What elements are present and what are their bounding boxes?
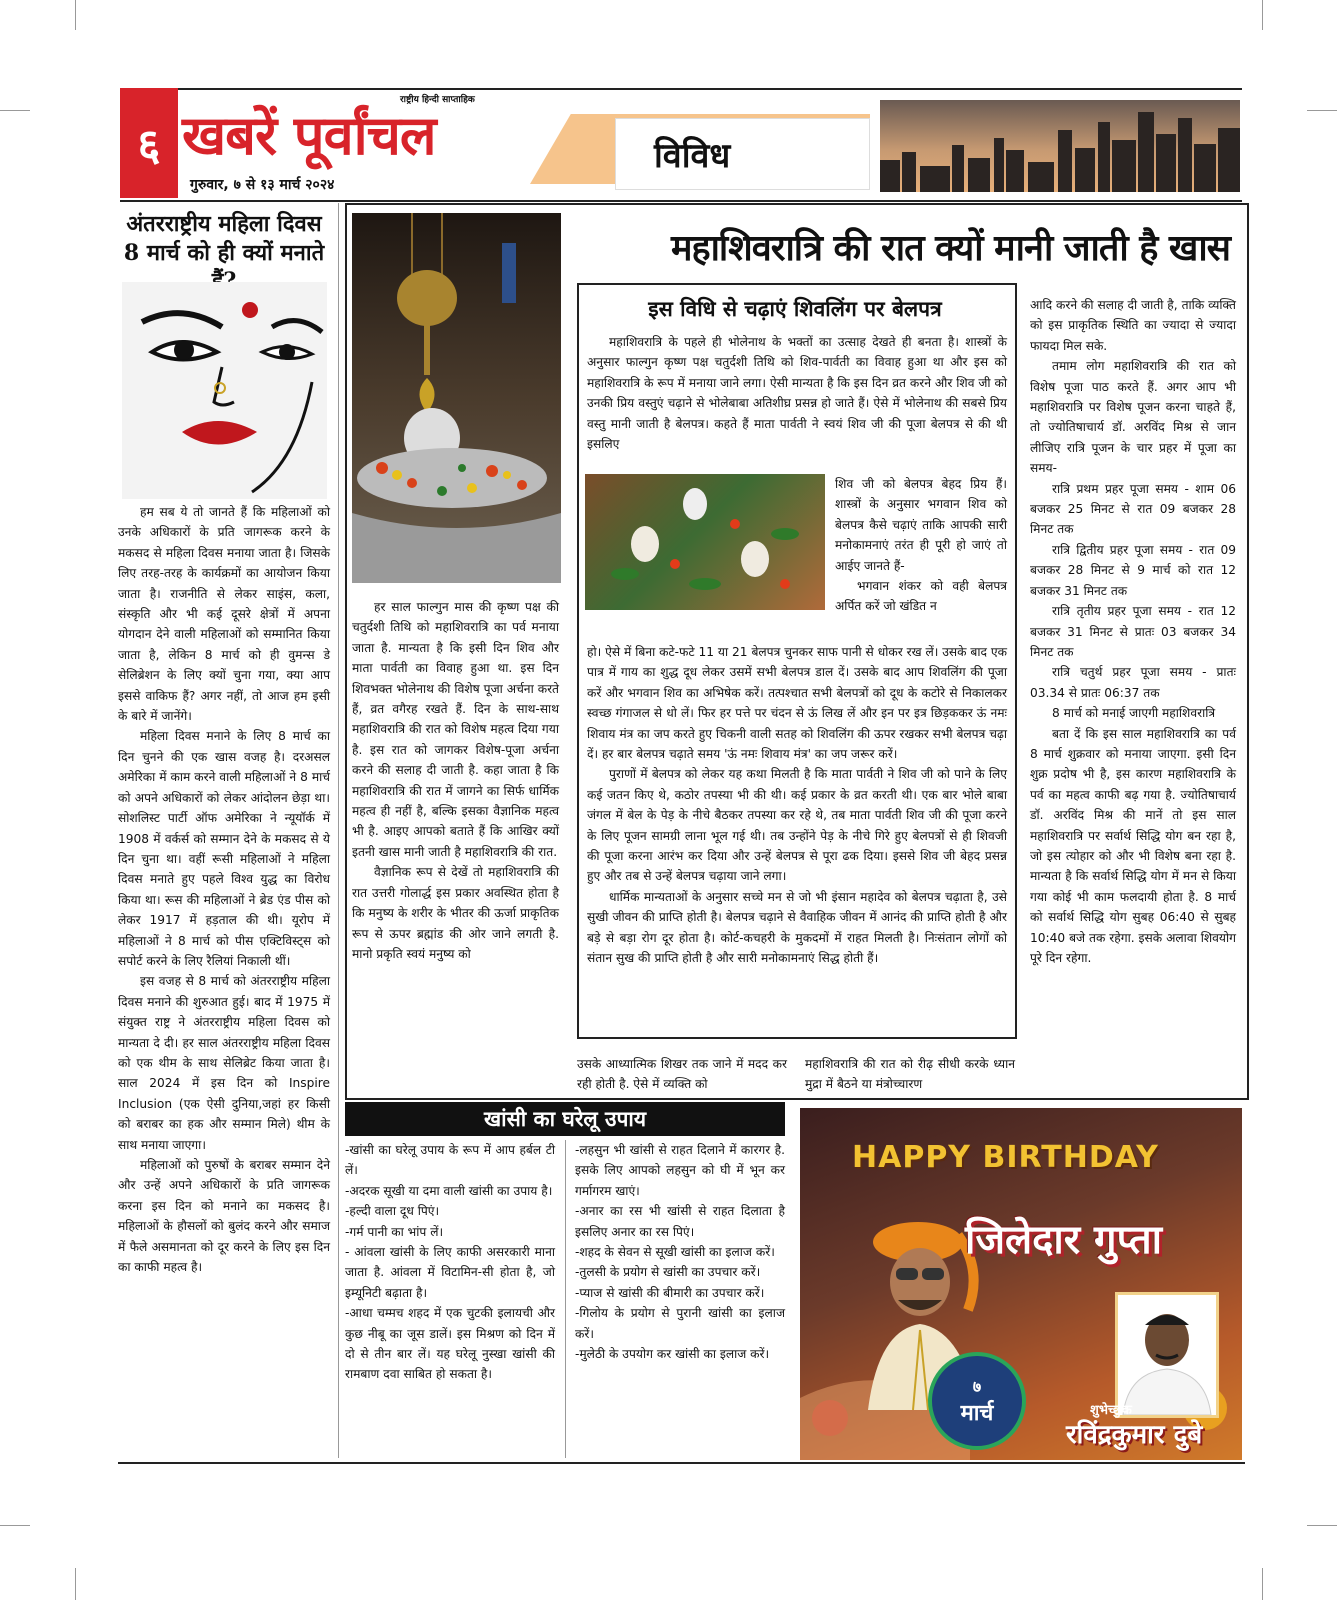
khansi-headline: खांसी का घरेलू उपाय	[345, 1102, 785, 1136]
feature-bottom-left	[577, 1054, 787, 1095]
remedy-item: -तुलसी के प्रयोग से खांसी का उपचार करें।	[575, 1265, 761, 1280]
remedy-item: -प्याज से खांसी की बीमारी का उपचार करें।	[575, 1285, 765, 1300]
remedy-item: -आधा चम्मच शहद में एक चुटकी इलायची और कुछ नीबू का जूस डालें। इस मिश्रण को दिन में दो से तीन बार लें। यह घरेलू नुस्खा खांसी की रामबाण दवा साबित हो सकता है।	[345, 1306, 555, 1382]
paragraph: भगवान शंकर को वही बेलपत्र अर्पित करें जो खंडित न	[835, 579, 1007, 614]
paragraph: हर साल फाल्गुन मास की कृष्ण पक्ष की चतुर्दशी तिथि को महाशिवरात्रि का पर्व मनाया जाता है. मान्यता है कि इसी दिन शिव और माता पार्वती का विवाह हुआ था. इस दिन शिवभक्त भोलेनाथ की विशेष पूजा अर्चना करते हैं, व्रत वगैरह रखते हैं. दिन के साथ-साथ महाशिवरात्रि की रात को विशेष महत्व दिया गया है. इस रात को जागकर विशेष-पूजा अर्चना करने की सलाह दी जाती है. कहा जाता है कि महाशिवरात्रि की रात में जागने का सिर्फ धार्मिक महत्व ही नहीं है, बल्कि इसका वैज्ञानिक महत्व भी है. आइए आपको बताते हैं कि आखिर क्यों इतनी खास मानी जाती है महाशिवरात्रि की रात.	[352, 600, 559, 859]
wisher-label: शुभेच्छुक	[1090, 1403, 1132, 1418]
paragraph: रात्रि प्रथम प्रहर पूजा समय - शाम 06 बजकर 25 मिनट से रात 09 बजकर 28 मिनट तक	[1030, 481, 1236, 537]
feature-column-2	[352, 597, 559, 964]
issue-date: गुरुवार, ७ से १३ मार्च २०२४	[190, 177, 335, 193]
belpatra-wrap-text	[835, 474, 1007, 617]
paragraph: हो। ऐसे में बिना कटे-फटे 11 या 21 बेलपत्र चुनकर साफ पानी से धोकर रख लें। उसके बाद एक पात्र में गाय का शुद्ध दूध लेकर उसमें सभी बेलपत्र डाल दें। उसके बाद आप शिवलिंग की पूजा करें और भगवान शिव का अभिषेक करें। तत्पश्चात सभी बेलपत्रों को दूध के कटोरे से निकालकर स्वच्छ गंगाजल से धो लें। फिर हर पत्ते पर चंदन से ऊं लिख लें और इन पर इत्र छिड़ककर ऊं नमः शिवाय मंत्र का जप करते हुए चिकनी वाली सतह को शिवलिंग की ऊपर रखकर सभी बेलपत्र चढ़ा दें। हर बार बेलपत्र चढ़ाते समय 'ऊं नमः शिवाय मंत्र' का जप जरूर करें।	[587, 645, 1007, 762]
crop-mark	[1262, 0, 1263, 30]
main-headline: महाशिवरात्रि की रात क्यों मानी जाती है खास	[670, 227, 1230, 269]
belpatra-body	[587, 642, 1007, 969]
paragraph: हम सब ये तो जानते हैं कि महिलाओं को उनके अधिकारों के प्रति जागरूक करने के मकसद से महिला दिवस मनाया जाता है। जिसके लिए तरह-तरह के कार्यक्रमों का आयोजन किया जाता है। राजनीति से लेकर साइंस, कला, संस्कृति और भी कई दूसरे क्षेत्रों में अपना योगदान देने वाली महिलाओं को सम्मानित किया जाता है, लेकिन 8 मार्च को ही वुमन्स डे सेलिब्रेशन के लिए क्यों चुना गया, क्या आप इससे वाकिफ हैं? अगर नहीं, तो आज हम इसी के बारे में जानेंगे।	[118, 505, 330, 724]
date-month: मार्च	[960, 1401, 994, 1426]
column-divider	[338, 203, 339, 1458]
paragraph: धार्मिक मान्यताओं के अनुसार सच्चे मन से जो भी इंसान महादेव को बेलपत्र चढ़ाता है, उसे सुखी जीवन की प्राप्ति होती है। बेलपत्र चढ़ाने से वैवाहिक जीवन में आनंद की प्राप्ति होती है और बड़े से बड़ा रोग दूर होता है। कोर्ट-कचहरी के मुकदमों में राहत मिलती है। निःसंतान लोगों को संतान सुख की प्राप्ति होती है और सारी मनोकामनाएं सिद्ध होती हैं।	[587, 889, 1007, 966]
paragraph: वैज्ञानिक रूप से देखें तो महाशिवरात्रि की रात उत्तरी गोलार्द्ध इस प्रकार अवस्थित होता है कि मनुष्य के शरीर के भीतर की ऊर्जा प्राकृतिक रूप से ऊपर ब्रह्मांड की ओर जाने लगती है. मानो प्रकृति स्वयं मनुष्य को	[352, 865, 559, 961]
crop-mark	[1307, 110, 1337, 111]
belpatra-intro	[587, 332, 1007, 454]
crop-mark	[0, 110, 30, 111]
paragraph: महिलाओं को पुरुषों के बराबर सम्मान देने और उन्हें अपने अधिकारों के प्रति जागरूक करना इस दिन को मनाने का मकसद है। महिलाओं के हौसलों को बुलंद करने और समाज में फैले असमानता को दूर करने के लिए इस दिन का काफी महत्व है।	[118, 1158, 330, 1275]
remedy-item: -खांसी का घरेलू उपाय के रूप में आप हर्बल टी लें।	[345, 1143, 555, 1178]
paragraph: रात्रि तृतीय प्रहर पूजा समय - रात 12 बजकर 31 मिनट से प्रातः 03 बजकर 34 मिनट तक	[1030, 604, 1236, 659]
headline-line: अंतरराष्ट्रीय महिला दिवस	[126, 211, 322, 237]
birthday-date-badge	[928, 1352, 1026, 1450]
remedy-item: -हल्दी वाला दूध पिएं।	[345, 1204, 440, 1219]
page-number: ६	[120, 88, 178, 198]
newspaper-tagline: राष्ट्रीय हिन्दी साप्ताहिक	[400, 95, 475, 105]
remedy-item: -गर्म पानी का भांप लें।	[345, 1224, 444, 1239]
paragraph: आदि करने की सलाह दी जाती है, ताकि व्यक्ति को इस प्राकृतिक स्थिति का ज्यादा से ज्यादा फायदा मिल सके.	[1030, 298, 1236, 353]
paragraph: पुराणों में बेलपत्र को लेकर यह कथा मिलती है कि माता पार्वती ने शिव जी को पाने के लिए कई जतन किए थे, कठोर तपस्या भी की थी। कई प्रकार के व्रत करती थी। एक बार भोले बाबा जंगल में बेल के पेड़ के नीचे बैठकर तपस्या कर रहे थे, तब माता पार्वती शिव जी की पूजा करने के लिए पूजन सामग्री लाना भूल गई थी। तब उन्होंने पेड़ के नीचे गिरे हुए बेलपत्रों से ही शिवजी की पूजा करना आरंभ कर दिया और उन्हें बेलपत्र से पूरा ढक दिया। इससे शिव जी बेहद प्रसन्न हुए और तब से उन्हें बेलपत्र चढ़ाया जाने लगा।	[587, 767, 1007, 884]
happy-birthday-text: HAPPY BIRTHDAY	[852, 1140, 1159, 1175]
remedy-item: -लहसुन भी खांसी से राहत दिलाने में कारगर है. इसके लिए आपको लहसुन को घी में भून कर गर्मागरम खाएं।	[575, 1143, 785, 1198]
remedy-item: -अनार का रस भी खांसी से राहत दिलाता है इसलिए अनार का रस पिएं।	[575, 1204, 785, 1239]
feature-column-4	[1030, 295, 1236, 968]
crop-mark	[0, 1525, 30, 1526]
left-article-body	[118, 502, 330, 1277]
belpatra-offering-photo	[585, 474, 825, 610]
city-skyline-image	[880, 100, 1240, 192]
subheading: 8 मार्च को मनाई जाएगी महाशिवरात्रि	[1052, 706, 1216, 721]
paragraph: शिव जी को बेलपत्र बेहद प्रिय हैं। शास्त्रों के अनुसार भगवान शिव को बेलपत्र कैसे चढ़ाएं ताकि आपकी सारी मनोकामनाएं तरंत ही पूरी हो जाएं तो आईए जानते हैं-	[835, 477, 1007, 573]
shivling-photo	[352, 213, 561, 583]
belpatra-headline: इस विधि से चढ़ाएं शिवलिंग पर बेलपत्र	[648, 296, 942, 321]
column-divider	[565, 1140, 566, 1458]
paragraph: रात्रि चतुर्थ प्रहर पूजा समय - प्रातः 03.34 से प्रातः 06:37 तक	[1030, 665, 1236, 700]
khansi-column-1	[345, 1140, 555, 1385]
newspaper-logo: खबरें पूर्वांचल	[182, 103, 436, 167]
feature-bottom-right	[805, 1054, 1015, 1095]
paragraph: महिला दिवस मनाने के लिए 8 मार्च का दिन चुनने की एक खास वजह है। दरअसल अमेरिका में काम करने वाली महिलाओं ने 8 मार्च को अपने अधिकारों को लेकर आंदोलन छेड़ा था। सोशलिस्ट पार्टी ऑफ अमेरिका ने न्यूयॉर्क में 1908 में वर्कर्स को सम्मान देने के मकसद से ये दिन चुना था। वहीं रूसी महिलाओं ने महिला दिवस मनाते हुए पहले विश्व युद्ध का विरोध किया था। रूस की महिलाओं ने ब्रेड एंड पीस को लेकर 1917 में हड़ताल की थी। यूरोप में महिलाओं ने 8 मार्च को पीस एक्टिविस्ट्स को सपोर्ट करने के लिए रैलियां निकाली थीं।	[118, 729, 330, 968]
remedy-item: -अदरक सूखी या दमा वाली खांसी का उपाय है।	[345, 1183, 553, 1198]
remedy-item: -मुलेठी के उपयोग कर खांसी का इलाज करें।	[575, 1347, 770, 1362]
paragraph: महाशिवरात्रि की रात को रीढ़ सीधी करके ध्यान मुद्रा में बैठने या मंत्रोच्चारण	[805, 1057, 1015, 1092]
birthday-person-name: जिलेदार गुप्ता	[965, 1216, 1163, 1263]
khansi-column-2	[575, 1140, 785, 1364]
paragraph: महाशिवरात्रि के पहले ही भोलेनाथ के भक्तों का उत्साह देखते ही बनता है। शास्त्रों के अनुसार फाल्गुन कृष्ण पक्ष चतुर्दशी तिथि को शिव-पार्वती का विवाह हुआ था और इस को महाशिवरात्रि के रूप में मनाया जाने लगा। ऐसी मान्यता है कि इस दिन व्रत करने और शिव जी को उनकी प्रिय वस्तुएं चढ़ाने से भोलेबाबा अतिशीघ्र प्रसन्न हो जाते हैं। ऐसे में भोलेनाथ की सबसे प्रिय वस्तु मानी जाती है बेलपत्र। कहते हैं माता पार्वती ने स्वयं शिव जी की पूजा बेलपत्र से की थी इसलिए	[587, 335, 1007, 452]
remedy-item: - आंवला खांसी के लिए काफी असरकारी माना जाता है. आंवला में विटामिन-सी होता है, जो इम्यूनिटी बढ़ाता है।	[345, 1245, 555, 1300]
crop-mark	[1262, 1568, 1263, 1600]
crop-mark	[75, 0, 76, 30]
paragraph: इस वजह से 8 मार्च को अंतरराष्ट्रीय महिला दिवस मनाने की शुरुआत हुई। बाद में 1975 में संयुक्त राष्ट्र ने अंतरराष्ट्रीय महिला दिवस को मान्यता दे दी। हर साल अंतरराष्ट्रीय महिला दिवस को एक थीम के साथ सेलिब्रेट किया जाता है। साल 2024 में इस दिन को Inspire Inclusion (एक ऐसी दुनिया,जहां हर किसी को बराबर का हक और सम्मान मिले) थीम के साथ मनाया जाएगा।	[118, 974, 330, 1152]
paragraph: बता दें कि इस साल महाशिवरात्रि का पर्व 8 मार्च शुक्रवार को मनाया जाएगा. इसी दिन शुक्र प्रदोष भी है, इस कारण महाशिवरात्रि के पर्व का महत्व काफी बढ़ गया है. ज्योतिषाचार्य डॉ. अरविंद मिश्र की मानें तो इस साल महाशिवरात्रि पर सर्वार्थ सिद्धि योग बन रहा है, जो इस त्योहार को और भी विशेष बना रहा है. मान्यता है कि सर्वार्थ सिद्धि योग में मन से किया गया कोई भी काम फलदायी होता है. 8 मार्च को सर्वार्थ सिद्धि योग सुबह 06:40 से सुबह 10:40 बजे तक रहेगा. इसके अलावा शिवयोग पूरे दिन रहेगा.	[1030, 726, 1236, 965]
paragraph: रात्रि द्वितीय प्रहर पूजा समय - रात 09 बजकर 28 मिनट से 9 मार्च को रात 12 बजकर 31 मिनट तक	[1030, 542, 1236, 598]
remedy-item: -शहद के सेवन से सूखी खांसी का इलाज करें।	[575, 1245, 775, 1260]
paragraph: तमाम लोग महाशिवरात्रि की रात को विशेष पूजा पाठ करते हैं. अगर आप भी महाशिवरात्रि पर विशेष पूजन करना चाहते हैं, तो ज्योतिषाचार्य डॉ. अरविंद मिश्र से जान लीजिए रात्रि पूजन के चार प्रहर में पूजा का समय-	[1030, 359, 1236, 476]
section-title: विविध	[615, 118, 870, 190]
date-number: ७	[972, 1377, 982, 1396]
crop-mark	[75, 1568, 76, 1600]
crop-mark	[1307, 1525, 1337, 1526]
paragraph: उसके आध्यात्मिक शिखर तक जाने में मदद कर रही होती है. ऐसे में व्यक्ति को	[577, 1057, 787, 1092]
headline-line: 8 मार्च को ही क्यों मनाते	[123, 239, 325, 266]
page-bottom-rule	[118, 1462, 1245, 1464]
remedy-item: -गिलोय के प्रयोग से पुरानी खांसी का इलाज करें।	[575, 1306, 785, 1341]
woman-face-illustration	[122, 282, 327, 499]
wisher-name: रविंद्रकुमार दुबे	[1066, 1420, 1203, 1450]
